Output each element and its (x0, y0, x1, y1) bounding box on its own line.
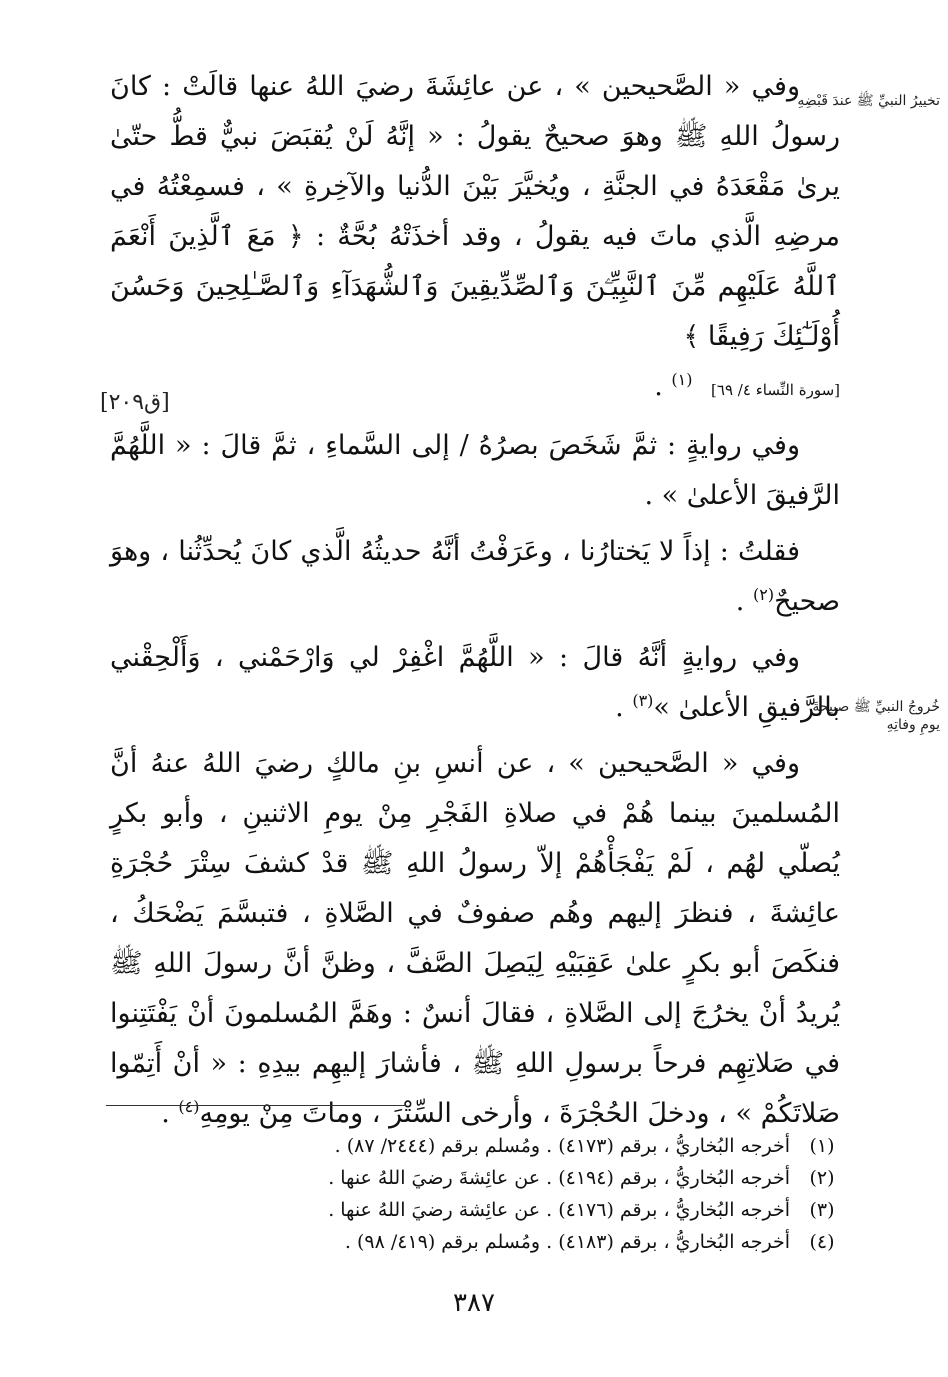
footnote-mark-3: (٣) (632, 691, 654, 710)
footnote-text: أخرجه البُخاريُّ ، برقم (٤١٩٤) . عن عائِشةَ رضيَ اللهُ عنها . (328, 1167, 790, 1189)
footnote-item (110, 1226, 840, 1258)
footnote-text: أخرجه البُخاريُّ ، برقم (٤١٨٣) . ومُسلم برقم (٤١٩/ ٩٨) . (344, 1231, 790, 1253)
footnote-mark-2: (٢) (752, 585, 775, 604)
quran-verse: ﴿ مَعَ ٱلَّذِينَ أَنْعَمَ ٱللَّهُ عَلَيْهِم مِّنَ ٱلنَّبِيِّـۧنَ وَٱلصِّدِّيقِينَ وَٱلشُّهَدَآءِ وَٱلصَّـٰلِحِينَ وَحَسُنَ أُوْلَـٰٓئِكَ رَفِيقًا ﴾ (110, 221, 840, 352)
footnote-text: أخرجه البُخاريُّ ، برقم (٤١٧٣) . ومُسلم برقم (٢٤٤٤/ ٨٧) . (334, 1135, 790, 1157)
verse-reference: [سورة النِّساء ٤/ ٦٩] (711, 381, 840, 399)
paragraph-text: فقلتُ : إذاً لا يَختارُنا ، وعَرَفْتُ أنَّهُ حديثُهُ الَّذي كانَ يُحدِّثُنا ، وهوَ صحيحٌ (110, 536, 840, 617)
paragraph-faqultu: فقلتُ : إذاً لا يَختارُنا ، وعَرَفْتُ أنَّهُ حديثُهُ الَّذي كانَ يُحدِّثُنا ، وهوَ صحيحٌ$^{(٢)}$ . (110, 536, 840, 617)
footnote-number: (٣) (809, 1199, 835, 1221)
paragraph-aisha-hadith: وفي « الصَّحيحين » ، عن عائِشَةَ رضيَ اللهُ عنها قالَتْ : كانَ رسولُ اللهِ ﷺ وهوَ صحيحٌ يقولُ : « إنَّهُ لَنْ يُقبَضَ نبيٌّ قطُّ حتّىٰ يرىٰ مَقْعَدَهُ في الجنَّةِ ، ويُخيَّرَ بَيْنَ الدُّنيا والآخِرةِ » ، فسمِعْتُهُ في مرضِهِ الَّذي ماتَ فيه يقولُ ، وقد أخذَتْهُ بُحَّةٌ : ﴿ مَعَ ٱلَّذِينَ أَنْعَمَ ٱللَّهُ عَلَيْهِم مِّنَ ٱلنَّبِيِّـۧنَ وَٱلصِّدِّيقِينَ وَٱلشُّهَدَآءِ وَٱلصَّـٰلِحِينَ وَحَسُنَ أُوْلَـٰٓئِكَ رَفِيقًا ﴾ [سورة النِّساء ٤/ ٦٩] $^{(١)}$ . (110, 71, 840, 402)
footnote-mark-1: (١) (671, 370, 693, 389)
footnote-text: أخرجه البُخاريُّ ، برقم (٤١٧٦) . عن عائِشة رضيَ اللهُ عنها . (328, 1199, 790, 1221)
paragraph-riwaya-2: وفي روايةٍ أنَّهُ قالَ : « اللَّهُمَّ اغْفِرْ لي وَارْحَمْني ، وَأَلْحِقْني بالرَّفيقِ الأعلىٰ »$^{(٣)}$ . (110, 642, 840, 723)
main-text (110, 62, 840, 1145)
footnote-item (110, 1162, 840, 1194)
paragraph-text: وفي « الصَّحيحين » ، عن عائِشَةَ رضيَ اللهُ عنها قالَتْ : كانَ رسولُ اللهِ ﷺ وهوَ صحيحٌ يقولُ : « إنَّهُ لَنْ يُقبَضَ نبيٌّ قطُّ حتّىٰ يرىٰ مَقْعَدَهُ في الجنَّةِ ، ويُخيَّرَ بَيْنَ الدُّنيا والآخِرةِ » ، فسمِعْتُهُ في مرضِهِ الَّذي ماتَ فيه يقولُ ، وقد أخذَتْهُ بُحَّةٌ : (110, 71, 840, 252)
manuscript-reference: [ق٢٠٩] (100, 390, 170, 415)
paragraph-text: وفي روايةٍ : ثمَّ شَخَصَ بصرُهُ / إلى السَّماءِ ، ثمَّ قالَ : « اللَّهُمَّ الرَّفيقَ الأعلىٰ » . (110, 430, 840, 511)
footnote-number: (٤) (809, 1231, 835, 1253)
footnote-divider (106, 1105, 406, 1106)
page-number: ٣٨٧ (453, 1288, 495, 1318)
paragraph-anas-hadith: وفي « الصَّحيحين » ، عن أنسِ بنِ مالكٍ رضيَ اللهُ عنهُ أنَّ المُسلمينَ بينما هُمْ في صلاةِ الفَجْرِ مِنْ يومِ الاثنينِ ، وأبو بكرٍ يُصلّي لهُم ، لَمْ يَفْجَأْهُمْ إلاّ رسولُ اللهِ ﷺ قدْ كشفَ سِتْرَ حُجْرَةِ عائِشةَ ، فنظرَ إليهم وهُم صفوفٌ في الصَّلاةِ ، فتبسَّمَ يَضْحَكُ ، فنكَصَ أبو بكرٍ علىٰ عَقِبَيْهِ لِيَصِلَ الصَّفَّ ، وظنَّ أنَّ رسولَ اللهِ ﷺ يُريدُ أنْ يخرُجَ إلى الصَّلاةِ ، فقالَ أنسٌ : وهَمَّ المُسلمونَ أنْ يَفْتَتِنوا في صَلاتِهِم فرحاً برسولِ اللهِ ﷺ ، فأشارَ إليهِم بيدِهِ : « أنْ أَتِمّوا صَلاتَكُمْ » ، ودخلَ الحُجْرَةَ ، وأرخى السِّتْرَ ، وماتَ مِنْ يومِهِ$^{(٤)}$ . (110, 748, 840, 1129)
footnotes (110, 1130, 840, 1258)
margin-note-choice: تخييرُ النبيِّ ﷺ عندَ قَبْضِهِ (797, 93, 940, 109)
footnote-item (110, 1194, 840, 1226)
paragraph-text: وفي روايةٍ أنَّهُ قالَ : « اللَّهُمَّ اغْفِرْ لي وَارْحَمْني ، وَأَلْحِقْني بالرَّفيقِ الأعلىٰ » (110, 642, 840, 723)
footnote-number: (١) (809, 1135, 835, 1157)
footnote-mark-4: (٤) (178, 1097, 200, 1116)
paragraph-riwaya-1 (110, 421, 840, 521)
footnote-number: (٢) (809, 1167, 835, 1189)
footnote-item (110, 1130, 840, 1162)
margin-note-departure: خُروجُ النبيِّ ﷺ صبيحةَ يومِ وفاتِهِ (812, 699, 940, 733)
paragraph-text: وفي « الصَّحيحين » ، عن أنسِ بنِ مالكٍ رضيَ اللهُ عنهُ أنَّ المُسلمينَ بينما هُمْ في صلاةِ الفَجْرِ مِنْ يومِ الاثنينِ ، وأبو بكرٍ يُصلّي لهُم ، لَمْ يَفْجَأْهُمْ إلاّ رسولُ اللهِ ﷺ قدْ كشفَ سِتْرَ حُجْرَةِ عائِشةَ ، فنظرَ إليهم وهُم صفوفٌ في الصَّلاةِ ، فتبسَّمَ يَضْحَكُ ، فنكَصَ أبو بكرٍ علىٰ عَقِبَيْهِ لِيَصِلَ الصَّفَّ ، وظنَّ أنَّ رسولَ اللهِ ﷺ يُريدُ أنْ يخرُجَ إلى الصَّلاةِ ، فقالَ أنسٌ : وهَمَّ المُسلمونَ أنْ يَفْتَتِنوا في صَلاتِهِم فرحاً برسولِ اللهِ ﷺ ، فأشارَ إليهِم بيدِهِ : « أنْ أَتِمّوا صَلاتَكُمْ » ، ودخلَ الحُجْرَةَ ، وأرخى السِّتْرَ ، وماتَ مِنْ يومِهِ (110, 748, 840, 1129)
